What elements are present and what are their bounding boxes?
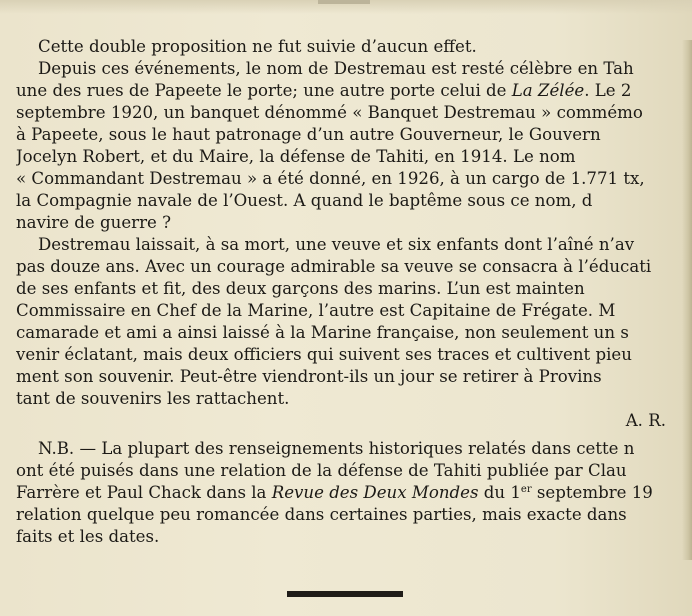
- text-line: [16, 526, 688, 548]
- text-line: [16, 146, 688, 168]
- text-line: [16, 190, 688, 212]
- text-run: à Papeete, sous le haut patronage d’un autre Gouverneur, le Gouvern: [16, 125, 601, 144]
- text-run: tant de souvenirs les rattachent.: [16, 389, 290, 408]
- superscript: er: [520, 484, 532, 495]
- text-line: [16, 300, 688, 322]
- text-run: faits et les dates.: [16, 527, 160, 546]
- text-line: [16, 278, 688, 300]
- text-run: Jocelyn Robert, et du Maire, la défense de Tahiti, en 1914. Le nom: [16, 147, 576, 166]
- text-line: [16, 460, 688, 482]
- text-run: Farrère et Paul Chack dans la: [16, 483, 272, 502]
- text-run: « Commandant Destremau » a été donné, en 1926, à un cargo de 1.771 tx,: [16, 169, 645, 188]
- text-run: septembre 1920, un banquet dénommé « Banquet Destremau » commémo: [16, 103, 643, 122]
- text-run: venir éclatant, mais deux officiers qui suivent ses traces et cultivent pieu: [16, 345, 632, 364]
- text-run: septembre 19: [531, 483, 653, 502]
- text-run: une des rues de Papeete le porte; une autre porte celui de: [16, 81, 512, 100]
- text-line: [16, 388, 688, 410]
- text-line: [16, 256, 688, 278]
- paragraph-2: [16, 58, 688, 234]
- text-line: [16, 482, 688, 504]
- text-line: [16, 344, 688, 366]
- paragraph-1-line: Cette double proposition ne fut suivie d’aucun effet.: [38, 37, 477, 56]
- text-line: [16, 322, 688, 344]
- text-line: [16, 234, 688, 256]
- text-line: [16, 168, 688, 190]
- text-line: [16, 102, 688, 124]
- end-rule: [287, 591, 403, 597]
- text-line: [16, 124, 688, 146]
- text-run: camarade et ami a ainsi laissé à la Marine française, non seulement un s: [16, 323, 629, 342]
- italic-title: La Zélée: [511, 81, 585, 100]
- text-line: [16, 504, 688, 526]
- text-run: du 1: [478, 483, 521, 502]
- paragraph-3: [16, 234, 688, 410]
- text-run: Destremau laissait, à sa mort, une veuve et six enfants dont l’aîné n’av: [38, 235, 635, 254]
- text-line: [16, 58, 688, 80]
- text-run: navire de guerre ?: [16, 213, 171, 232]
- italic-title: Revue des Deux Mondes: [271, 483, 479, 502]
- document-body: [16, 36, 688, 548]
- page-top-mark: [318, 0, 370, 4]
- note-block: [16, 438, 688, 548]
- signature: A. R.: [625, 411, 666, 430]
- text-run: Commissaire en Chef de la Marine, l’autre est Capitaine de Frégate. M: [16, 301, 616, 320]
- text-line: [16, 212, 688, 234]
- text-run: Depuis ces événements, le nom de Destremau est resté célèbre en Tah: [38, 59, 634, 78]
- text-run: ont été puisés dans une relation de la défense de Tahiti publiée par Clau: [16, 461, 627, 480]
- text-line: [16, 438, 688, 460]
- text-run: ment son souvenir. Peut-être viendront-ils un jour se retirer à Provins: [16, 367, 602, 386]
- text-run: N.B. — La plupart des renseignements historiques relatés dans cette n: [38, 439, 635, 458]
- text-run: relation quelque peu romancée dans certaines parties, mais exacte dans: [16, 505, 627, 524]
- text-line: [16, 80, 688, 102]
- text-run: de ses enfants et fit, des deux garçons des marins. L’un est mainten: [16, 279, 585, 298]
- text-run: pas douze ans. Avec un courage admirable sa veuve se consacra à l’éducati: [16, 257, 652, 276]
- text-run: . Le 2: [584, 81, 632, 100]
- text-run: la Compagnie navale de l’Ouest. A quand le baptême sous ce nom, d: [16, 191, 593, 210]
- text-line: [16, 366, 688, 388]
